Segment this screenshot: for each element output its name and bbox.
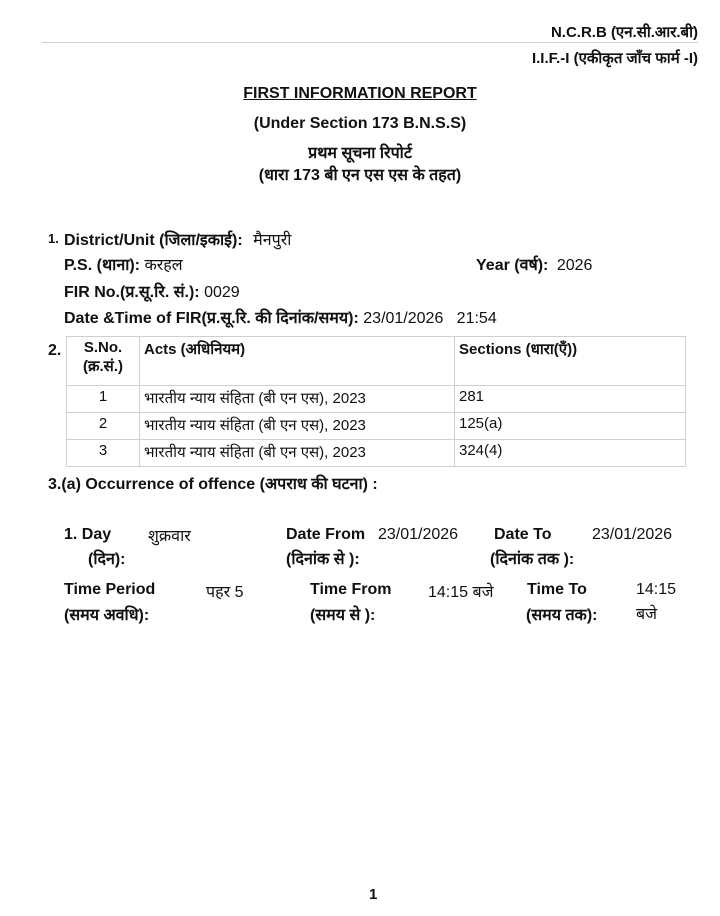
day-value: शुक्रवार xyxy=(148,528,191,545)
row-section: 281 xyxy=(455,386,686,413)
section2-number: 2. xyxy=(48,342,62,359)
date-from-label: Date From xyxy=(286,526,366,543)
ps-label: P.S. (थाना): xyxy=(64,257,140,274)
row-act: भारतीय न्याय संहिता (बी एन एस), 2023 xyxy=(140,440,455,467)
district-value: मैनपुरी xyxy=(253,232,292,249)
year-label: Year (वर्ष): xyxy=(476,257,549,274)
date-to-label-hindi: (दिनांक तक ): xyxy=(490,551,575,568)
row-section: 324(4) xyxy=(455,440,686,467)
report-title xyxy=(0,85,720,103)
header-sno xyxy=(67,337,140,386)
time-to-value-suffix: बजे xyxy=(636,606,658,623)
police-station-row xyxy=(64,253,183,275)
report-title-text: FIRST INFORMATION REPORT xyxy=(243,85,477,102)
year-value: 2026 xyxy=(556,257,593,274)
iif-header: I.I.F.-I (एकीकृत जाँच फार्म -I) xyxy=(531,50,698,67)
fir-datetime-row xyxy=(64,306,497,328)
fir-value: 0029 xyxy=(204,284,240,301)
row-section: 125(a) xyxy=(455,413,686,440)
time-from-label: Time From xyxy=(310,581,392,598)
date-to-label: Date To xyxy=(494,526,552,543)
time-period-label-hindi: (समय अवधि): xyxy=(64,607,150,624)
time-from-label-hindi: (समय से ): xyxy=(310,607,376,624)
time-period-label: Time Period xyxy=(64,581,156,598)
day-label: 1. Day xyxy=(64,526,112,543)
date-to-value: 23/01/2026 xyxy=(592,526,673,543)
time-to-label: Time To xyxy=(527,581,587,598)
report-subtitle: (Under Section 173 B.N.S.S) xyxy=(253,115,467,132)
table-row xyxy=(67,440,686,467)
fir-number-row xyxy=(64,280,240,302)
row-act: भारतीय न्याय संहिता (बी एन एस), 2023 xyxy=(140,413,455,440)
fir-label: FIR No.(प्र.सू.रि. सं.): xyxy=(64,284,200,301)
header-divider xyxy=(42,42,698,43)
occurrence-heading: 3.(a) Occurrence of offence (अपराध की घटना) : xyxy=(48,476,378,493)
table-row xyxy=(67,386,686,413)
fir-datetime-label: Date &Time of FIR(प्र.सू.रि. की दिनांक/समय): xyxy=(64,310,359,327)
report-title-hindi: प्रथम सूचना रिपोर्ट xyxy=(308,145,412,162)
header-sections: Sections (धारा(एँ)) xyxy=(455,337,686,386)
time-to-label-hindi: (समय तक): xyxy=(526,607,598,624)
page-number: 1 xyxy=(369,886,378,903)
time-to-value: 14:15 xyxy=(636,581,677,598)
report-subtitle-hindi: (धारा 173 बी एन एस एस के तहत) xyxy=(258,167,462,184)
fir-datetime-value: 23/01/2026 21:54 xyxy=(363,310,497,327)
date-from-value: 23/01/2026 xyxy=(378,526,459,543)
row-act: भारतीय न्याय संहिता (बी एन एस), 2023 xyxy=(140,386,455,413)
year-row xyxy=(476,253,592,275)
header-sno-hi: (क्र.सं.) xyxy=(83,358,123,375)
ncrb-header: N.C.R.B (एन.सी.आर.बी) xyxy=(550,24,698,41)
section1-number: 1. xyxy=(48,231,59,246)
day-label-hindi: (दिन): xyxy=(88,551,126,568)
district-label: District/Unit (जिला/इकाई): xyxy=(64,232,243,249)
row-sno: 1 xyxy=(67,386,140,413)
row-sno: 2 xyxy=(67,413,140,440)
table-row xyxy=(67,413,686,440)
date-from-label-hindi: (दिनांक से ): xyxy=(286,551,360,568)
district-row xyxy=(64,228,291,250)
time-period-value: पहर 5 xyxy=(206,584,244,601)
row-sno: 3 xyxy=(67,440,140,467)
table-header-row xyxy=(67,337,686,386)
header-sno-en: S.No. xyxy=(83,339,123,356)
ps-value: करहल xyxy=(144,257,183,274)
time-from-value: 14:15 बजे xyxy=(428,584,494,601)
header-acts: Acts (अधिनियम) xyxy=(140,337,455,386)
acts-sections-table xyxy=(66,336,686,467)
